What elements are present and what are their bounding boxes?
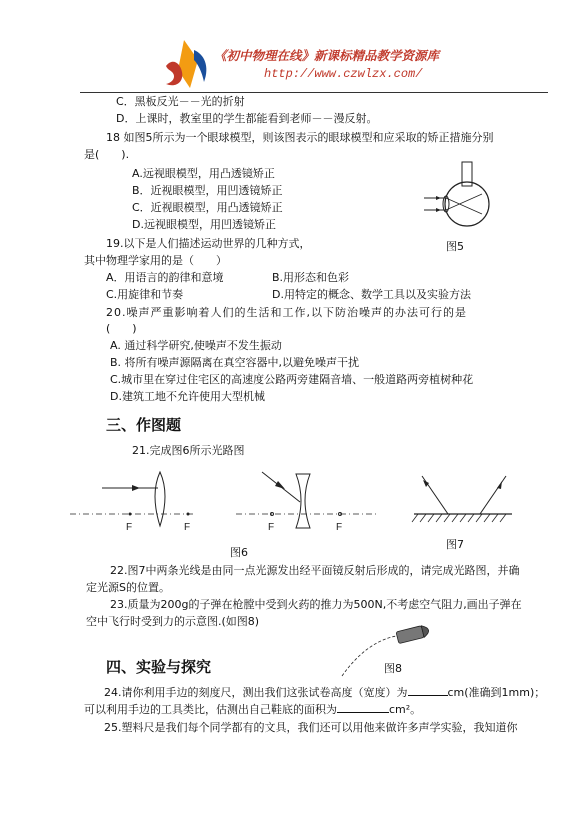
header [0, 0, 580, 95]
figure-5-caption: 图5 [446, 240, 464, 253]
q17-option-d: D．上课时，教室里的学生都能看到老师－－漫反射。 [116, 112, 378, 125]
q18-option-c: C．近视眼模型，用凸透镜矫正 [132, 201, 283, 214]
q23-stem: 23.质量为200g的子弹在枪膛中受到火药的推力为500N,不考虑空气阻力,画出子弹在 [110, 598, 522, 611]
q20-option-c: C.城市里在穿过住宅区的高速度公路两旁建隔音墙、一般道路两旁植树种花 [110, 373, 474, 386]
figure-6-focus-right-2: F [336, 522, 343, 533]
q20-option-a: A. 通过科学研究,使噪声不发生振动 [110, 339, 282, 352]
q20-option-b: B. 将所有噪声源隔离在真空容器中,以避免噪声干扰 [110, 356, 360, 369]
section-4-title: 四、实验与探究 [106, 658, 212, 676]
q19-option-c: C.用旋律和节奏 [106, 288, 184, 301]
q24-line-2 [84, 703, 421, 717]
q18-stem-2: 是( ). [84, 148, 130, 161]
q24-line-1 [104, 686, 545, 700]
figure-5-eye-model [424, 160, 504, 240]
figure-6-focus-left: F [126, 522, 133, 533]
q18-stem: 18 如图5所示为一个眼球模型，则该图表示的眼球模型和应采取的矫正措施分别 [106, 131, 494, 144]
q18-option-b: B．近视眼模型，用凹透镜矫正 [132, 184, 283, 197]
q24-text-4: cm²。 [389, 703, 422, 716]
q24-blank-2[interactable] [337, 712, 389, 713]
q23-stem-2: 空中飞行时受到力的示意图.(如图8) [86, 615, 260, 628]
header-divider [80, 92, 548, 93]
q19-option-b: B.用形态和色彩 [272, 271, 350, 284]
q20-option-d: D.建筑工地不允许使用大型机械 [110, 390, 265, 403]
figure-6-focus-left-2: F [268, 522, 275, 533]
figure-8-caption: 图8 [384, 662, 402, 675]
q17-option-c: C．黑板反光－－光的折射 [116, 95, 245, 108]
q22-stem: 22.图7中两条光线是由同一点光源发出经平面镜反射后形成的，请完成光路图，并确 [110, 564, 520, 577]
q19-stem: 19.以下是人们描述运动世界的几种方式， [106, 237, 311, 250]
header-url[interactable]: http://www.czwlzx.com/ [264, 67, 423, 81]
q22-stem-2: 定光源S的位置。 [86, 581, 170, 594]
q24-text-1: 24.请你利用手边的刻度尺，测出我们这张试卷高度（宽度）为 [104, 686, 408, 699]
figure-6-caption: 图6 [230, 546, 248, 559]
q20-stem: 20.噪声严重影响着人们的生活和工作,以下防治噪声的办法可行的是 [106, 306, 467, 319]
q19-stem-2: 其中物理学家用的是（ ） [84, 254, 227, 267]
figure-6-lens-diagram [70, 466, 380, 536]
figure-6-focus-right: F [184, 522, 191, 533]
logo-icon [158, 36, 216, 92]
section-3-title: 三、作图题 [106, 416, 182, 434]
figure-7-mirror-diagram [406, 470, 516, 530]
q25-stem: 25.塑料尺是我们每个同学都有的文具，我们还可以用他来做许多声学实验，我知道你 [104, 721, 518, 734]
q19-option-a: A．用语言的韵律和意境 [106, 271, 224, 284]
header-title: 《初中物理在线》新课标精品教学资源库 [214, 48, 440, 63]
q24-text-2: cm(准确到1mm)； [447, 686, 546, 699]
q21-stem: 21.完成图6所示光路图 [132, 444, 245, 457]
q18-option-d: D.远视眼模型，用凹透镜矫正 [132, 218, 276, 231]
q19-option-d: D.用特定的概念、数学工具以及实验方法 [272, 288, 471, 301]
q20-stem-2: ( ) [106, 322, 137, 335]
q24-text-3: 可以利用手边的工具类比，估测出自己鞋底的面积为 [84, 703, 337, 716]
q18-option-a: A.远视眼模型，用凸透镜矫正 [132, 167, 275, 180]
q24-blank-1[interactable] [408, 695, 448, 696]
figure-7-caption: 图7 [446, 538, 464, 551]
